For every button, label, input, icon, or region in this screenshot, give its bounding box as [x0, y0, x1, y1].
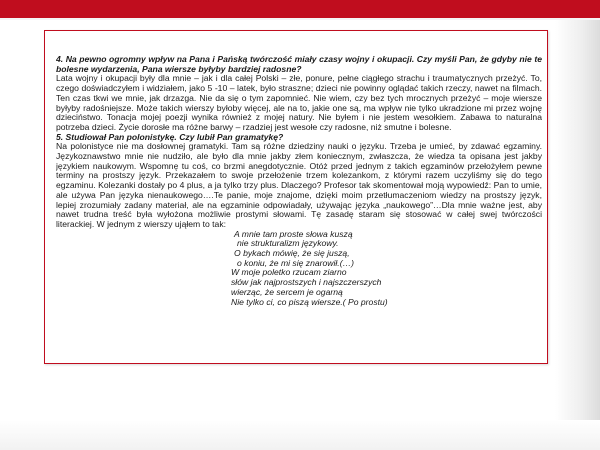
poem-line: A mnie tam proste słowa kuszą — [234, 228, 353, 239]
poem-line: Nie tylko ci, co piszą wiersze.( Po prostu) — [231, 296, 388, 307]
poem-line: wierząc, że sercem je ogarną — [231, 286, 343, 297]
poem-line: O bykach mówię, że się juszą, — [234, 248, 350, 259]
poem-line: W moje poletko rzucam ziarno — [231, 267, 347, 278]
question-5: 5. Studiował Pan polonistykę. Czy lubił Pan gramatykę? — [56, 131, 284, 142]
bottom-shadow — [0, 420, 600, 450]
question-4: 4. Na pewno ogromny wpływ na Pana i Pańską twórczość miały czasy wojny i okupacji. Czy myśli Pan, że gdyby nie te bolesne wydarzenia, Pana wiersze byłyby bardziej radosne? — [56, 55, 542, 74]
poem-quote — [231, 228, 542, 308]
poem-line: słów jak najprostszych i najszczerszych — [231, 277, 382, 288]
answer-4: Lata wojny i okupacji były dla mnie – jak i dla całej Polski – złe, ponure, pełne ciągłego strachu i traumatycznych przeżyć. To, czego doświadczyłem i widziałem, jako 5 -10 – latek, było straszne; dzieci nie powinny oglądać takich rzeczy, nawet na filmach. Ten czas tkwi we mnie, jak drzazga. Nie da się o tym zapomnieć. Nie wiem, czy bez tych mrocznych przeżyć – moje wiersze byłyby radośniejsze. Może takich wierszy byłoby więcej, ale na to, jakie one są, ma wpływ nie tylko ukradzione mi przez wojnę dzieciństwo. Tonacja mojej poezji wynika również z mojej natury. Nie byłem i nie jestem wesołkiem. Zabawa to naturalna potrzeba dzieci. Życie dorosłe ma różne barwy – rzadziej jest wesołe czy radosne, niż smutne i bolesne. — [56, 73, 542, 132]
interview-text — [56, 55, 542, 355]
poem-line: o koniu, że mi się znarowił.(…) — [237, 257, 355, 268]
poem-line: nie strukturalizm językowy. — [237, 238, 339, 249]
answer-5: Na polonistyce nie ma dosłownej gramatyki. Tam są różne dziedziny nauki o języku. Trzeba je umieć, by zdawać egzaminy. Językoznawstwo mnie nie nudziło, ale było dla mnie jakby złem koniecznym, zwłaszcza, że wiedza ta opisana jest jakby językiem naukowym. Wspomnę tu coś, co brzmi anegdotycznie. Otóż przed jednym z takich egzaminów przełożyłem pewne terminy na prostszy język. Przekazałem to swoje przełożenie trzem kolezankom, z którymi razem uczyliśmy się do tego egzaminu. Kolezanki dostały po 4 plus, a ja tylko trzy plus. Dlaczego? Profesor tak skomentował moją wypowiedź: Pan to umie, ale używa Pan języka nienaukowego….Te panie, moje znajome, dzięki moim przetłumaczeniom wiedzy na prostszy język, lepiej zrozumiały zadany materiał, ale na egzaminie odpowiadały, używając języka „naukowego”…Dla mnie ważne jest, aby nawet trudna treść była wyłożona możliwie prostymi słowami. Tę zasadę staram się stosować w całej swej twórczości literackiej. W jednym z wierszy ująłem to tak: — [56, 141, 542, 229]
side-shadow — [555, 20, 600, 450]
top-divider — [0, 18, 600, 20]
top-red-bar — [0, 0, 600, 18]
